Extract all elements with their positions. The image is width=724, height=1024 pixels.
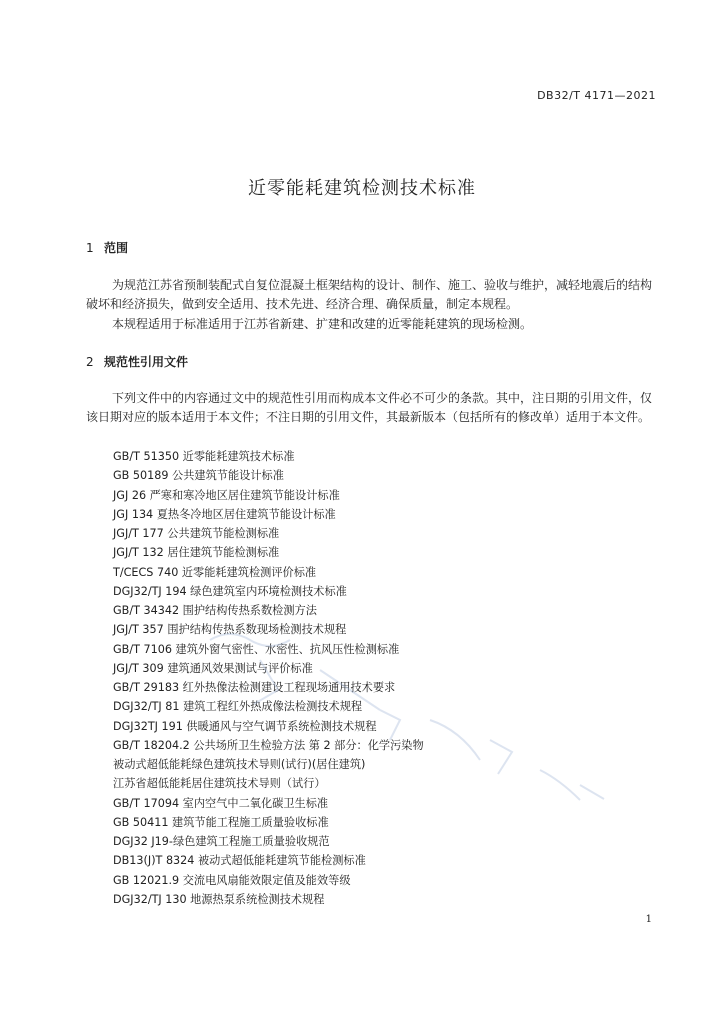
reference-item: DGJ32 J19-绿色建筑工程施工质量验收规范 — [113, 835, 330, 848]
reference-item: JGJ/T 132 居住建筑节能检测标准 — [113, 546, 280, 560]
section-1-heading — [86, 239, 128, 256]
reference-item: T/CECS 740 近零能耗建筑检测评价标准 — [113, 565, 317, 579]
reference-item: 被动式超低能耗绿色建筑技术导则(试行)(居住建筑) — [113, 758, 366, 771]
reference-item: DGJ32TJ 191 供暖通风与空气调节系统检测技术规程 — [113, 719, 377, 733]
reference-item: GB/T 34342 围护结构传热系数检测方法 — [113, 604, 317, 617]
reference-item: JGJ/T 177 公共建筑节能检测标准 — [113, 527, 280, 540]
reference-item: 江苏省超低能耗居住建筑技术导则（试行） — [113, 777, 326, 791]
reference-item: JGJ 134 夏热冬冷地区居住建筑节能设计标准 — [113, 507, 336, 521]
reference-item: GB 12021.9 交流电风扇能效限定值及能效等级 — [113, 873, 351, 887]
section-title: 规范性引用文件 — [104, 355, 189, 369]
reference-item: DGJ32/TJ 130 地源热泵系统检测技术规程 — [113, 892, 325, 906]
section-1-paragraph: 本规程适用于标准适用于江苏省新建、扩建和改建的近零能耗建筑的现场检测。 — [112, 317, 533, 331]
section-2-paragraph: 下列文件中的内容通过文中的规范性引用而构成本文件必不可少的条款。其中，注日期的引用文件，仅该日期对应的版本适用于本文件；不注日期的引用文件，其最新版本（包括所有的修改单）适用于本文件。 — [86, 391, 653, 424]
reference-item: GB 50189 公共建筑节能设计标准 — [113, 469, 284, 483]
reference-item: GB/T 51350 近零能耗建筑技术标准 — [113, 450, 295, 463]
reference-item: DB13(J)T 8324 被动式超低能耗建筑节能检测标准 — [113, 854, 366, 868]
reference-item: JGJ/T 357 围护结构传热系数现场检测技术规程 — [113, 623, 347, 637]
section-title: 范围 — [104, 241, 129, 255]
document-title: 近零能耗建筑检测技术标准 — [248, 178, 476, 199]
reference-item: DGJ32/TJ 194 绿色建筑室内环境检测技术标准 — [113, 584, 347, 598]
section-number: 2 — [86, 355, 94, 369]
section-number: 1 — [86, 241, 94, 255]
section-2-heading — [86, 353, 188, 370]
section-1-paragraph: 为规范江苏省预制装配式自复位混凝土框架结构的设计、制作、施工、验收与维护，减轻地震后的结构破坏和经济损失，做到安全适用、技术先进、经济合理、确保质量，制定本规程。 — [86, 278, 653, 311]
reference-item: GB/T 29183 红外热像法检测建设工程现场通用技术要求 — [113, 681, 396, 694]
reference-item: JGJ 26 严寒和寒冷地区居住建筑节能设计标准 — [113, 488, 340, 502]
reference-item: DGJ32/TJ 81 建筑工程红外热成像法检测技术规程 — [113, 700, 363, 714]
document-code: DB32/T 4171—2021 — [537, 89, 656, 102]
reference-item: JGJ/T 309 建筑通风效果测试与评价标准 — [113, 661, 313, 675]
reference-item: GB/T 7106 建筑外窗气密性、水密性、抗风压性检测标准 — [113, 642, 400, 656]
reference-list — [113, 447, 424, 909]
reference-item: GB/T 18204.2 公共场所卫生检验方法 第 2 部分：化学污染物 — [113, 738, 424, 752]
reference-item: GB 50411 建筑节能工程施工质量验收标准 — [113, 815, 329, 829]
reference-item: GB/T 17094 室内空气中二氧化碳卫生标准 — [113, 796, 329, 810]
page-number: 1 — [645, 914, 652, 925]
